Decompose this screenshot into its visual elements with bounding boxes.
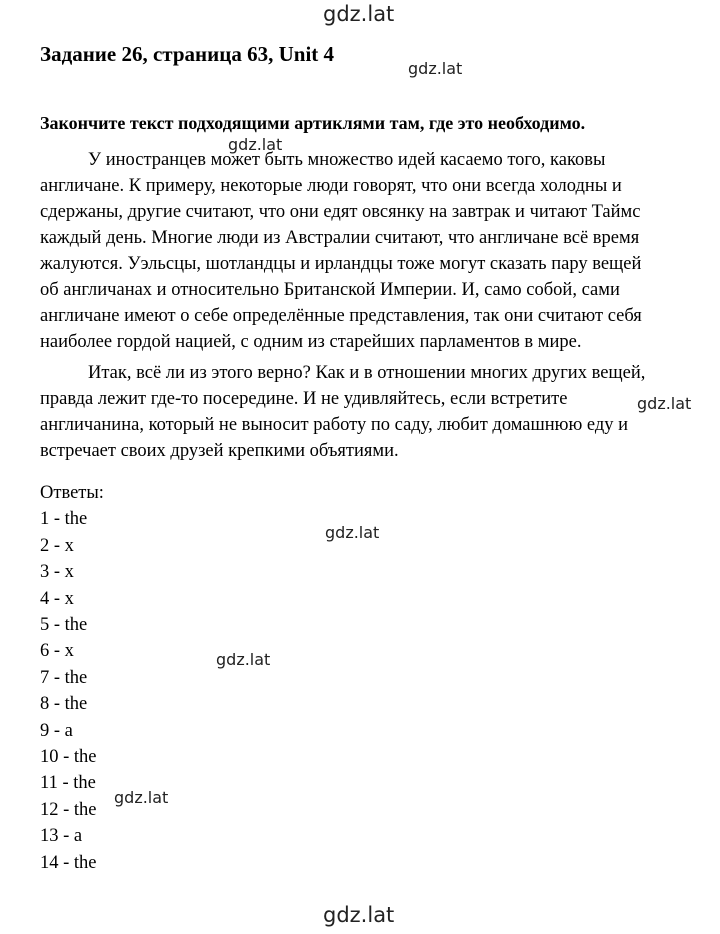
text-line: об англичанах и относительно Британской Империи. И, само собой, сами <box>40 280 620 300</box>
answer-item: 3 - x <box>40 562 74 583</box>
text-line: правда лежит где-то посередине. И не удивляйтесь, если встретите <box>40 389 568 409</box>
watermark-text: gdz.lat <box>216 650 271 669</box>
task-instruction: Закончите текст подходящими артиклями там, где это необходимо. <box>40 113 586 133</box>
text-line: наиболее гордой нацией, с одним из старейших парламентов в мире. <box>40 332 582 352</box>
text-line: англичане. К примеру, некоторые люди говорят, что они всегда холодны и <box>40 176 622 196</box>
answers-list <box>40 480 104 876</box>
text-line: каждый день. Многие люди из Австралии считают, что англичане всё время <box>40 228 640 248</box>
watermark-text: gdz.lat <box>325 523 380 542</box>
text-line: англичане имеют о себе определённые представления, так они считают себя <box>40 306 642 326</box>
text-paragraph-1 <box>40 147 700 355</box>
answer-item: 12 - the <box>40 799 97 820</box>
text-line: встречает своих друзей крепкими объятиями. <box>40 441 399 461</box>
answer-item: 2 - x <box>40 535 74 556</box>
answer-item: 7 - the <box>40 667 88 688</box>
watermark-text: gdz.lat <box>323 903 395 927</box>
answers-label: Ответы: <box>40 483 104 503</box>
answer-item: 1 - the <box>40 509 88 530</box>
answer-item: 13 - a <box>40 826 83 847</box>
text-line: сдержаны, другие считают, что они едят овсянку на завтрак и читают Таймс <box>40 202 641 222</box>
watermark-text: gdz.lat <box>408 59 463 78</box>
answer-item: 10 - the <box>40 747 97 768</box>
watermark-text: gdz.lat <box>114 788 169 807</box>
text-line: Итак, всё ли из этого верно? Как и в отношении многих других вещей, <box>88 363 646 383</box>
answer-item: 11 - the <box>40 773 96 794</box>
watermark-text: gdz.lat <box>228 135 283 154</box>
answer-item: 4 - x <box>40 588 74 609</box>
watermark-text: gdz.lat <box>323 2 395 26</box>
text-line: У иностранцев может быть множество идей касаемо того, каковы <box>88 150 606 170</box>
answer-item: 14 - the <box>40 852 97 873</box>
answer-item: 9 - a <box>40 720 73 741</box>
answer-item: 5 - the <box>40 615 88 636</box>
text-paragraph-2 <box>40 360 700 464</box>
text-line: англичанина, который не выносит работу по саду, любит домашнюю еду и <box>40 415 629 435</box>
watermark-text: gdz.lat <box>637 394 692 413</box>
answer-item: 6 - x <box>40 641 74 662</box>
page-title: Задание 26, страница 63, Unit 4 <box>40 42 335 66</box>
text-line: жалуются. Уэльсцы, шотландцы и ирландцы тоже могут сказать пару вещей <box>40 254 642 274</box>
answer-item: 8 - the <box>40 694 88 715</box>
